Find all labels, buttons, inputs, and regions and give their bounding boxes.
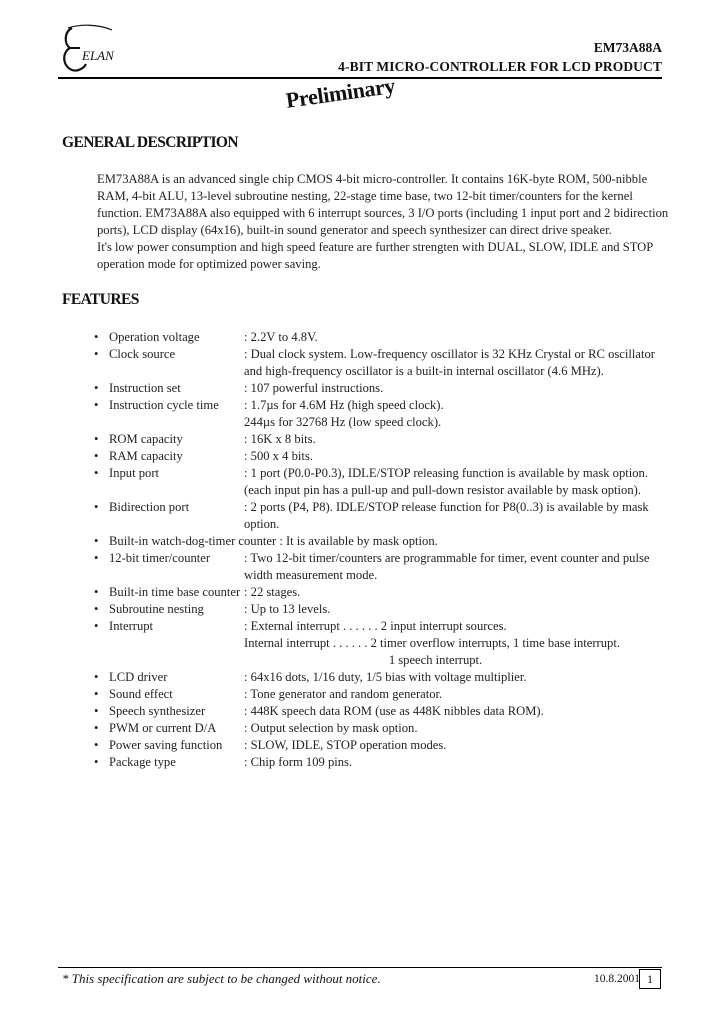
feature-value: : 16K x 8 bits.: [244, 432, 316, 446]
product-subtitle: 4-BIT MICRO-CONTROLLER FOR LCD PRODUCT: [338, 59, 662, 74]
feature-row: [94, 721, 674, 738]
feature-label: Interrupt: [109, 619, 154, 633]
feature-value: : 1.7µs for 4.6M Hz (high speed clock).: [244, 398, 444, 412]
bullet: •: [94, 585, 99, 599]
bullet: •: [94, 534, 99, 548]
footer-date: 10.8.2001: [594, 973, 640, 985]
feature-value: : 107 powerful instructions.: [244, 381, 384, 395]
bullet: •: [94, 432, 99, 446]
feature-value: : Two 12-bit timer/counters are programmable for timer, event counter and pulse: [244, 551, 650, 565]
bullet: •: [94, 551, 99, 565]
feature-value: : Dual clock system. Low-frequency oscillator is 32 KHz Crystal or RC oscillator: [244, 347, 655, 361]
feature-row-continuation: [94, 483, 674, 500]
general-description-body: [97, 171, 667, 273]
general-description-title: GENERAL DESCRIPTION: [62, 134, 238, 151]
feature-value: : SLOW, IDLE, STOP operation modes.: [244, 738, 447, 752]
feature-row: [94, 381, 674, 398]
feature-value: and high-frequency oscillator is a built-in internal oscillator (4.6 MHz).: [244, 364, 604, 378]
bullet: •: [94, 738, 99, 752]
part-number: EM73A88A: [593, 40, 662, 55]
bullet: •: [94, 500, 99, 514]
feature-value: : Output selection by mask option.: [244, 721, 418, 735]
elan-logo: [58, 22, 122, 76]
feature-row: [94, 347, 674, 364]
bullet: •: [94, 347, 99, 361]
feature-value: : External interrupt . . . . . . 2 input interrupt sources.: [244, 619, 507, 633]
feature-row-continuation: [94, 653, 674, 670]
feature-row: [94, 551, 674, 568]
feature-label: ROM capacity: [109, 432, 183, 446]
feature-row: [94, 534, 674, 551]
feature-row: [94, 738, 674, 755]
feature-value: : 22 stages.: [244, 585, 301, 599]
feature-label: Instruction set: [109, 381, 181, 395]
feature-label: Subroutine nesting: [109, 602, 204, 616]
feature-value: option.: [244, 517, 280, 531]
feature-label: Speech synthesizer: [109, 704, 206, 718]
feature-row: [94, 432, 674, 449]
feature-label: 12-bit timer/counter: [109, 551, 211, 565]
footer-notice: * This specification are subject to be changed without notice.: [62, 971, 381, 986]
feature-row: [94, 466, 674, 483]
elan-logo-icon: [58, 22, 122, 76]
feature-value: : 448K speech data ROM (use as 448K nibbles data ROM).: [244, 704, 544, 718]
bullet: •: [94, 449, 99, 463]
feature-row-continuation: [94, 364, 674, 381]
bullet: •: [94, 687, 99, 701]
feature-value: : Tone generator and random generator.: [244, 687, 443, 701]
bullet: •: [94, 602, 99, 616]
feature-label: Built-in watch-dog-timer counter : It is available by mask option.: [109, 534, 438, 548]
feature-value: : 1 port (P0.0-P0.3), IDLE/STOP releasing function is available by mask option.: [244, 466, 648, 480]
footer-divider: [58, 967, 662, 968]
feature-label: Sound effect: [109, 687, 173, 701]
feature-value: : Chip form 109 pins.: [244, 755, 353, 769]
feature-label: Clock source: [109, 347, 176, 361]
feature-value: : Up to 13 levels.: [244, 602, 331, 616]
feature-label: Package type: [109, 755, 176, 769]
feature-value: 244µs for 32768 Hz (low speed clock).: [244, 415, 442, 429]
bullet: •: [94, 704, 99, 718]
feature-row: [94, 755, 674, 772]
description-line: It's low power consumption and high speed feature are further strengten with DUAL, SLOW, IDLE and STOP: [97, 240, 654, 254]
feature-row: [94, 619, 674, 636]
feature-value: : 2 ports (P4, P8). IDLE/STOP release function for P8(0..3) is available by mask: [244, 500, 649, 514]
bullet: •: [94, 466, 99, 480]
bullet: •: [94, 721, 99, 735]
feature-label: Instruction cycle time: [109, 398, 219, 412]
feature-row: [94, 449, 674, 466]
description-line: operation mode for optimized power saving.: [97, 257, 321, 271]
feature-label: LCD driver: [109, 670, 168, 684]
feature-row-continuation: [94, 636, 674, 653]
feature-value: width measurement mode.: [244, 568, 378, 582]
feature-label: Built-in time base counter: [109, 585, 241, 599]
page-number: 1: [639, 969, 661, 989]
preliminary-stamp: Preliminary: [284, 72, 397, 113]
bullet: •: [94, 670, 99, 684]
feature-value: : 500 x 4 bits.: [244, 449, 313, 463]
bullet: •: [94, 755, 99, 769]
feature-row: [94, 670, 674, 687]
bullet: •: [94, 330, 99, 344]
logo-lettering: ELAN: [82, 48, 114, 63]
feature-label: Operation voltage: [109, 330, 200, 344]
feature-row: [94, 398, 674, 415]
features-title: FEATURES: [62, 291, 139, 308]
description-line: EM73A88A is an advanced single chip CMOS 4-bit micro-controller. It contains 16K-byte ROM, 500-nibble: [97, 172, 648, 186]
feature-label: PWM or current D/A: [109, 721, 217, 735]
description-line: function. EM73A88A also equipped with 6 interrupt sources, 3 I/O ports (including 1 input port and 2 bidirection: [97, 206, 669, 220]
feature-row: [94, 704, 674, 721]
feature-value: (each input pin has a pull-up and pull-down resistor available by mask option).: [244, 483, 641, 497]
feature-value: : 2.2V to 4.8V.: [244, 330, 318, 344]
feature-row: [94, 330, 674, 347]
feature-value: : 64x16 dots, 1/16 duty, 1/5 bias with voltage multiplier.: [244, 670, 527, 684]
feature-label: Bidirection port: [109, 500, 190, 514]
bullet: •: [94, 381, 99, 395]
bullet: •: [94, 619, 99, 633]
feature-row-continuation: [94, 568, 674, 585]
feature-value: 1 speech interrupt.: [244, 653, 483, 667]
description-line: RAM, 4-bit ALU, 13-level subroutine nesting, 22-stage time base, two 12-bit timer/counters for the kernel: [97, 189, 633, 203]
feature-row: [94, 687, 674, 704]
description-line: ports), LCD display (64x16), built-in sound generator and speech synthesizer can direct drive speaker.: [97, 223, 612, 237]
feature-label: Input port: [109, 466, 160, 480]
feature-label: RAM capacity: [109, 449, 183, 463]
feature-row-continuation: [94, 517, 674, 534]
bullet: •: [94, 398, 99, 412]
feature-row: [94, 602, 674, 619]
feature-row: [94, 500, 674, 517]
feature-value: Internal interrupt . . . . . . 2 timer overflow interrupts, 1 time base interrupt.: [244, 636, 620, 650]
feature-label: Power saving function: [109, 738, 223, 752]
feature-row-continuation: [94, 415, 674, 432]
feature-row: [94, 585, 674, 602]
